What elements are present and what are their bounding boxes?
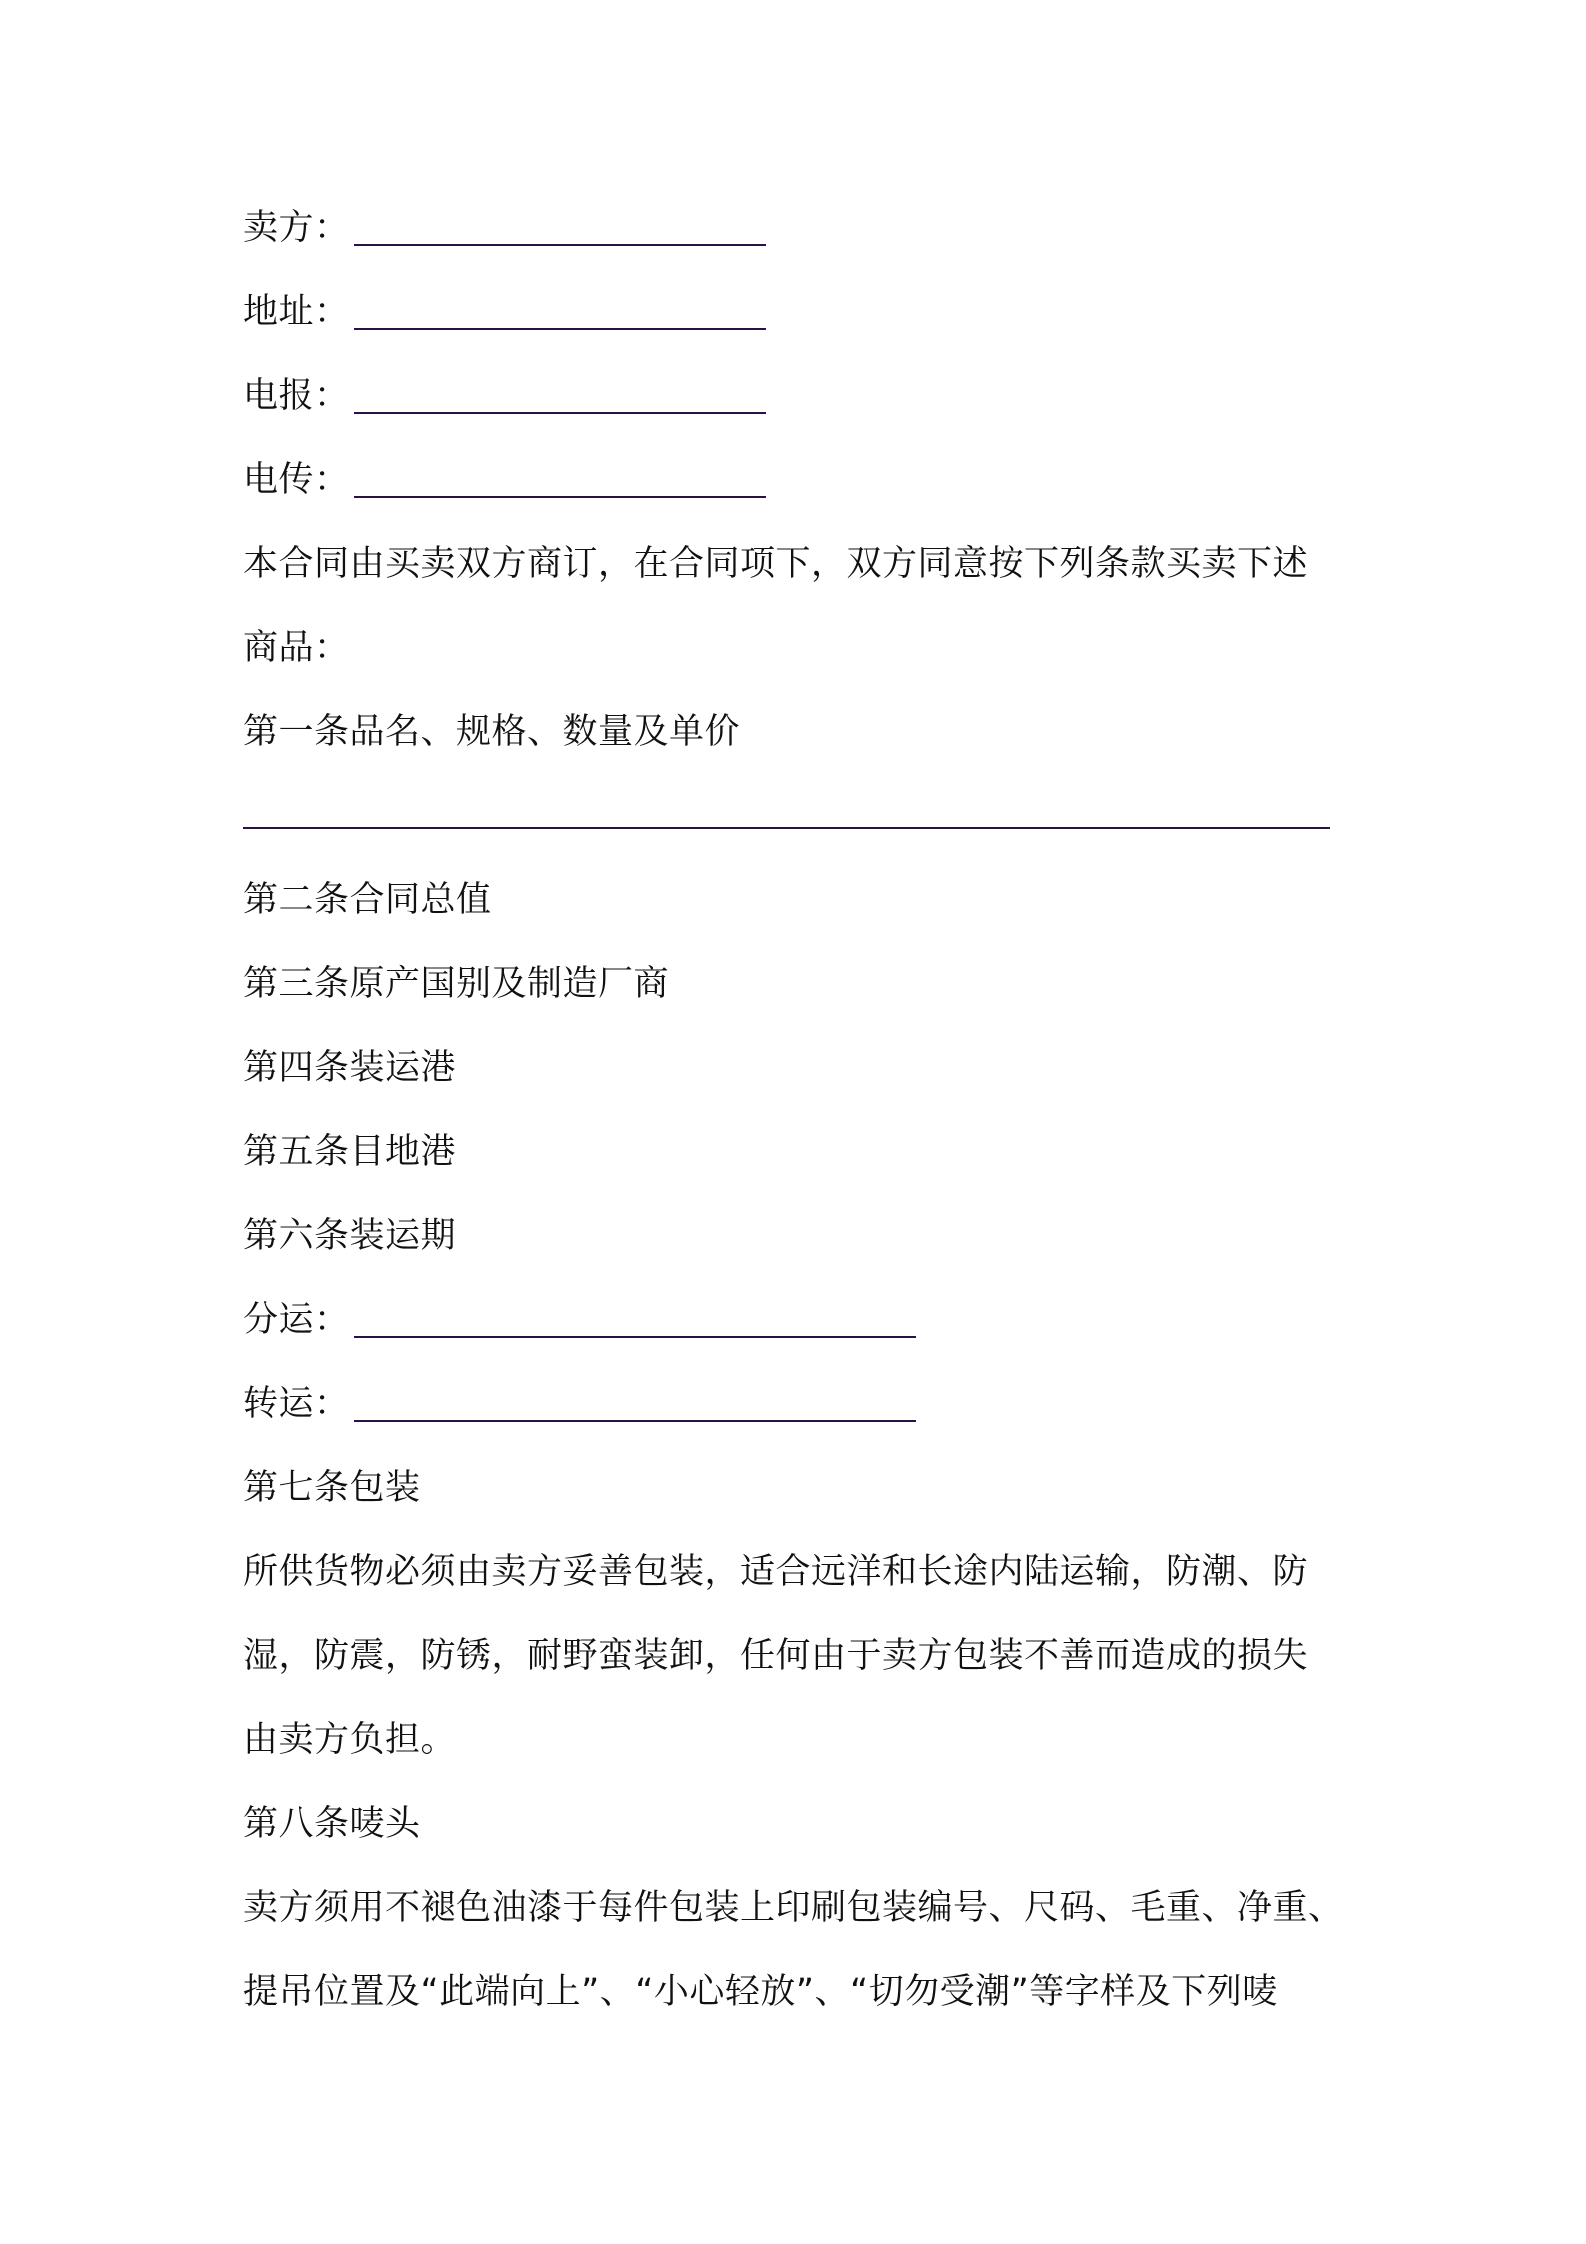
- telegram-label: 电报：: [243, 376, 350, 416]
- article-4-heading: 第四条装运港: [243, 1048, 457, 1088]
- telex-label: 电传：: [243, 460, 350, 500]
- intro-line-2: 商品：: [243, 628, 350, 668]
- article-8-heading: 第八条唛头: [243, 1804, 421, 1844]
- transshipment-label: 转运：: [243, 1384, 350, 1424]
- article-1-heading: 第一条品名、规格、数量及单价: [243, 712, 741, 752]
- article-5-heading: 第五条目地港: [243, 1132, 457, 1172]
- transshipment-blank-line: [354, 1420, 916, 1422]
- telegram-blank-line: [354, 412, 766, 414]
- intro-line-1: 本合同由买卖双方商订，在合同项下，双方同意按下列条款买卖下述: [243, 544, 1309, 584]
- seller-field: [243, 206, 766, 250]
- address-blank-line: [354, 328, 766, 330]
- partial-shipment-blank-line: [354, 1336, 916, 1338]
- article-8-text-line-2: 提吊位置及“此端向上”、“小心轻放”、“切勿受潮”等字样及下列唛: [243, 1972, 1278, 2012]
- article-8-text-line-1: 卖方须用不褪色油漆于每件包装上印刷包装编号、尺码、毛重、净重、: [243, 1888, 1344, 1928]
- article-7-text-line-2: 湿，防震，防锈，耐野蛮装卸，任何由于卖方包装不善而造成的损失: [243, 1636, 1309, 1676]
- article-2-heading: 第二条合同总值: [243, 880, 492, 920]
- address-label: 地址：: [243, 292, 350, 332]
- article-6-heading: 第六条装运期: [243, 1216, 457, 1256]
- article-1-blank-line: [243, 827, 1330, 829]
- partial-shipment-label: 分运：: [243, 1300, 350, 1340]
- article-7-text-line-3: 由卖方负担。: [243, 1720, 457, 1760]
- address-field: [243, 290, 766, 334]
- seller-blank-line: [354, 244, 766, 246]
- partial-shipment-field: [243, 1298, 916, 1342]
- transshipment-field: [243, 1382, 916, 1426]
- article-3-heading: 第三条原产国别及制造厂商: [243, 964, 670, 1004]
- article-7-heading: 第七条包装: [243, 1468, 421, 1508]
- telex-blank-line: [354, 496, 766, 498]
- article-7-text-line-1: 所供货物必须由卖方妥善包装，适合远洋和长途内陆运输，防潮、防: [243, 1552, 1309, 1592]
- telegram-field: [243, 374, 766, 418]
- telex-field: [243, 458, 766, 502]
- seller-label: 卖方：: [243, 208, 350, 248]
